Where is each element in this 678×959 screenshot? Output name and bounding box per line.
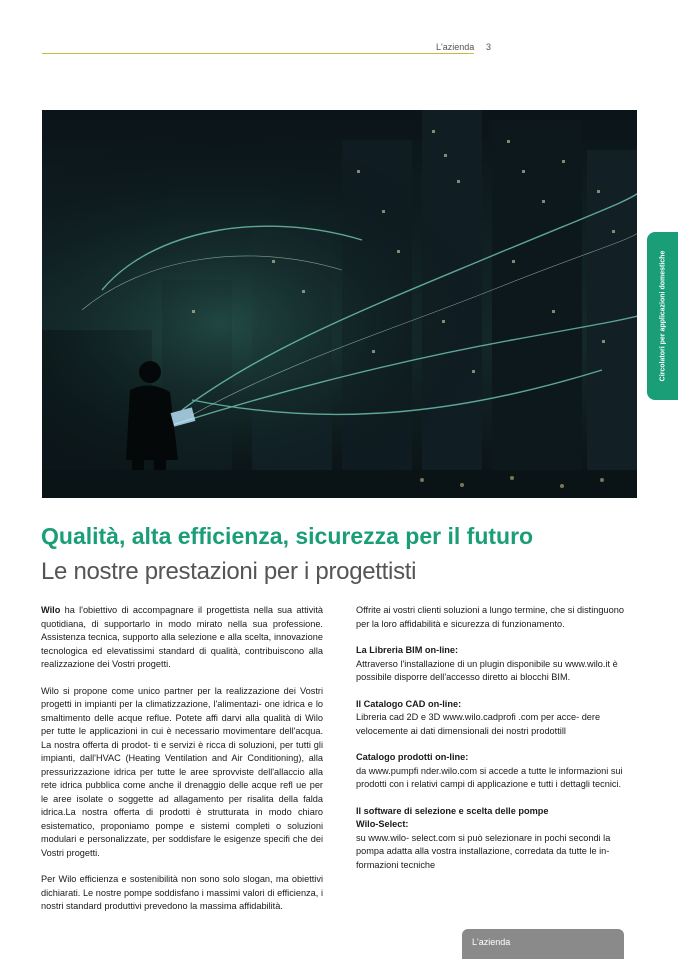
city-night-person-tablet-image <box>42 110 637 498</box>
bim-library-section <box>356 644 638 685</box>
bim-library-text: Attraverso l'installazione di un plugin disponibile su www.wilo.it è possibile disporre dell'accesso diretto ai blocchi BIM. <box>356 658 618 682</box>
product-catalog-text: da www.pumpfi nder.wilo.com si accede a tutte le informazioni sui prodotti con i relativi campi di applicazione e tutti i dettagli tecnici. <box>356 765 623 789</box>
wilo-select-section <box>356 805 638 873</box>
efficiency-paragraph: Per Wilo efficienza e sostenibilità non sono solo slogan, ma obiettivi dichiarati. Le nostre pompe soddisfano i massimi valori di efficienza, i nostri standard produttivi prevedono la massima affidabilità. <box>41 874 323 911</box>
brand-name: Wilo <box>41 605 61 615</box>
wilo-select-heading-2: Wilo-Select: <box>356 819 409 829</box>
wilo-select-text: su www.wilo- select.com si può selezionare in pochi secondi la pompa adatta alla vostra installazione, corredata da tutte le in- formazioni tecniche <box>356 832 611 870</box>
cad-catalog-section <box>356 698 638 739</box>
wilo-select-heading: Il software di selezione e scelta delle pompe <box>356 805 549 816</box>
partner-paragraph: Wilo si propone come unico partner per la realizzazione dei Vostri progetti in impianti per la climatizzazione, l'alimentazi- one idrica e lo smaltimento delle acque reflue. Potete affi darvi alla qualità di Wilo per tutte le applicazioni in cui è necessario movimentare dell'acqua. La nostra offerta di prodot- ti e servizi è ricca di soluzioni, per tutti gli impianti, dall'HVAC (Heating Ventilation and Air Conditioning), alla pressurizzazione idrica per tutte le aree sprovviste dell'allaccio alla rete idrica pubblica come anche il drenaggio delle acque refl ue per le aree isolate o soggette ad allagamento per risalita della falda idrica.La nostra offerta di prodotti è strutturata in modo chiaro esistematico, proponiamo pompe e sistemi completi o soluzioni modulari e personalizzate, per soddisfare le esigenze specifi che dei Vostri progetti. <box>41 685 323 858</box>
product-catalog-section <box>356 751 638 792</box>
hero-image <box>42 110 637 498</box>
side-tab-label: Circolatori per applicazioni domestiche <box>659 250 666 382</box>
cad-catalog-text: Libreria cad 2D e 3D www.wilo.cadprofi .com per acce- dere velocemente ai dati dimensionali dei nostri prodottill <box>356 712 601 736</box>
section-side-tab[interactable] <box>647 232 678 400</box>
offer-paragraph: Offrite ai vostri clienti soluzioni a lungo termine, che si distinguono per la loro affidabilità e sicurezza di funzionamento. <box>356 605 624 629</box>
right-column <box>356 604 638 885</box>
footer-section-tab[interactable] <box>462 929 624 959</box>
footer-label: L'azienda <box>472 937 511 947</box>
intro-paragraph <box>41 604 323 672</box>
page-subtitle: Le nostre prestazioni per i progettisti <box>41 558 417 585</box>
page-number: 3 <box>486 42 492 52</box>
product-catalog-heading: Catalogo prodotti on-line: <box>356 752 469 762</box>
bim-library-heading: La Libreria BIM on-line: <box>356 645 459 655</box>
header-section: L'azienda <box>436 42 475 52</box>
cad-catalog-heading: Il Catalogo CAD on-line: <box>356 698 462 709</box>
intro-text: ha l'obiettivo di accompagnare il progettista nella sua attività quotidiana, di supportarlo in modo mirato nella sua professione. Assistenza tecnica, supporto alla selezione e alla scelta, innovazione tecnologica ed elevatissimi standard di qualità, contribuiscono alla realizzazione dei Vostri progetti. <box>41 605 323 669</box>
page-title: Qualità, alta efficienza, sicurezza per il futuro <box>41 523 534 549</box>
header-rule <box>42 53 474 54</box>
left-column <box>41 604 323 927</box>
